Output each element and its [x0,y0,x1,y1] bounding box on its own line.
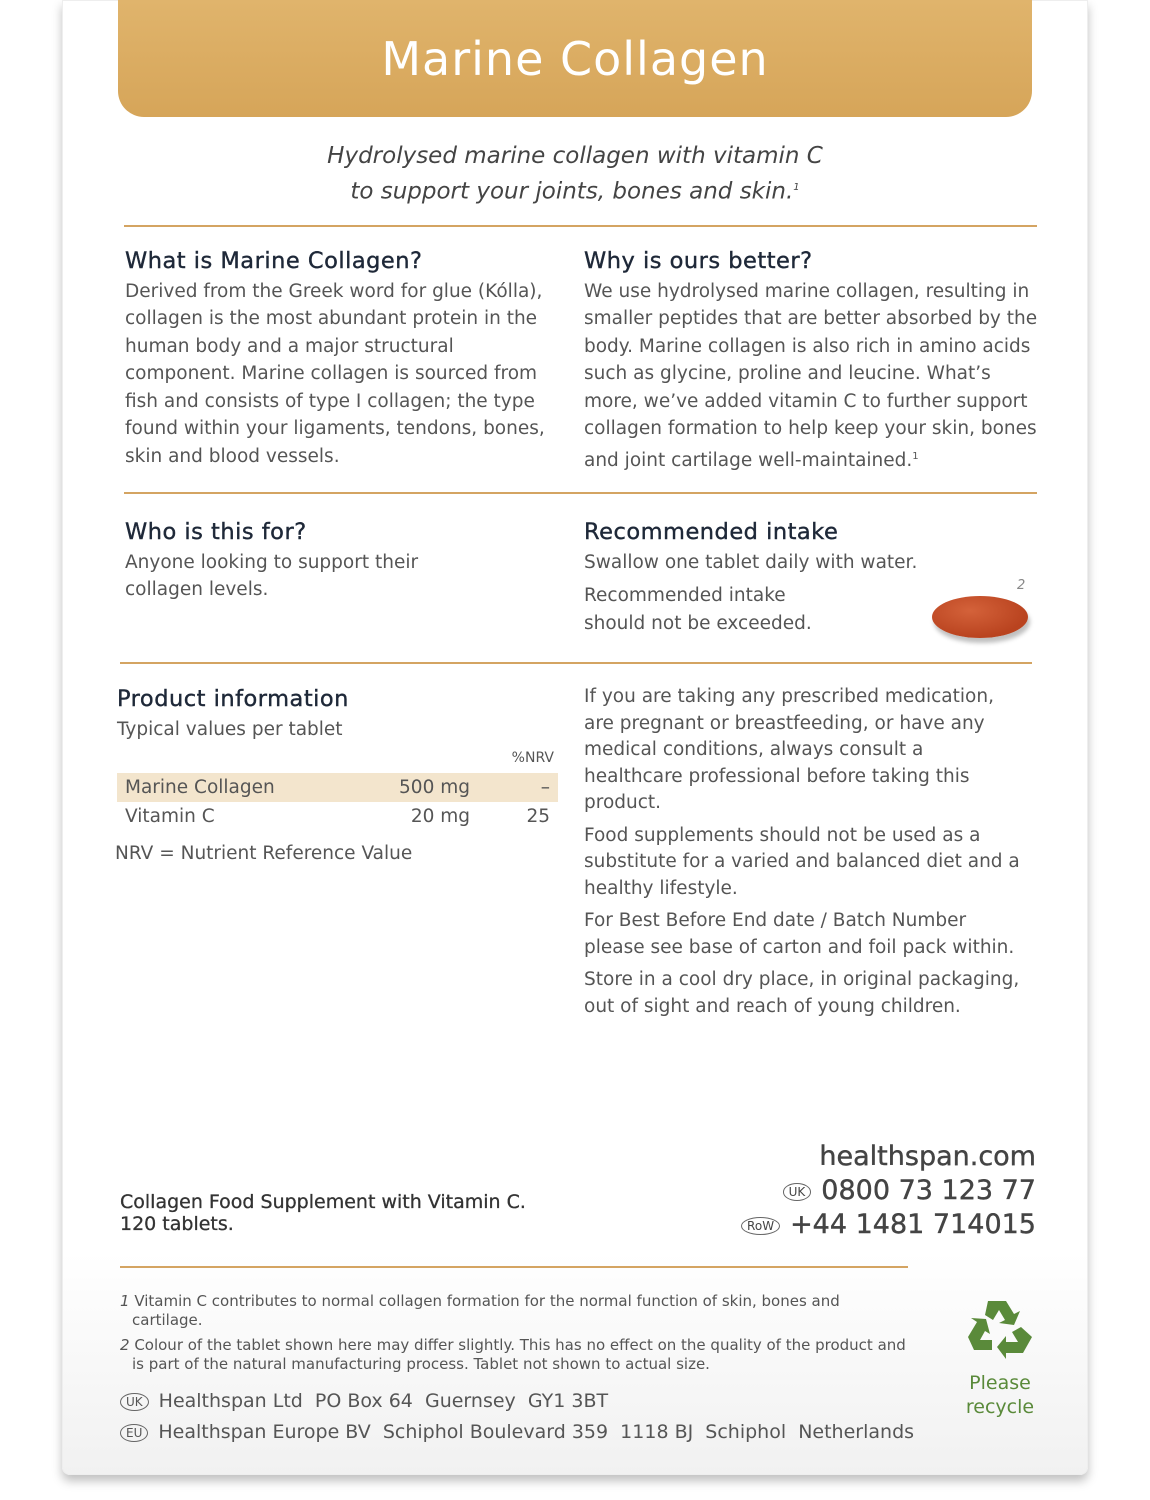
divider [120,1266,908,1268]
nutrition-table [117,773,558,832]
divider [120,662,1032,664]
uk-phone: 0800 73 123 77 [821,1175,1036,1206]
subtitle: Hydrolysed marine collagen with vitamin C to support your joints, bones and skin.$^1$ [327,143,823,205]
product-title: Marine Collagen [381,31,769,86]
what-section: What is Marine Collagen? Derived from the Greek word for glue (Kólla), collagen is the most abundant protein in the human body and a major structural component. Marine collagen is sourced from fish and consists of type I collagen; the type found within your ligaments, tendons, bones, skin and blood vessels. [125,248,545,467]
row-phone: +44 1481 714015 [790,1209,1036,1240]
who-section: Who is this for? Anyone looking to support their collagen levels. [125,519,419,600]
recycle-icon [964,1295,1036,1365]
recycle-badge: Please recycle [955,1295,1045,1419]
address-uk: UK Healthspan Ltd PO Box 64 Guernsey GY1 3BT [120,1390,608,1412]
title-banner [118,0,1032,117]
product-info: Product information Typical values per tablet %NRV Marine Collagen 500 mg – Vitamin C 20 mg 25 NRV = Nutrient Reference Value [117,686,562,867]
address-eu: EU Healthspan Europe BV Schiphol Boulevard 359 1118 BJ Schiphol Netherlands [120,1421,914,1443]
divider [124,225,1037,227]
footnotes: 1 Vitamin C contributes to normal collagen formation for the normal function of skin, bones and cartilage. 2 Colour of the tablet shown here may differ slightly. This has no effect on the quality of the product and is part of the natural manufacturing process. Tablet not shown to actual size. [120,1292,906,1373]
product-description: Collagen Food Supplement with Vitamin C. 120 tablets. [120,1191,526,1235]
why-section: Why is ours better? We use hydrolysed marine collagen, resulting in smaller peptides that are better absorbed by the body. Marine collagen is also rich in amino acids such as glycine, proline and leucine. What’s more, we’ve added vitamin C to further support collagen formation to help keep your skin, bones and joint cartilage well-maintained.$^1$ [584,248,1038,471]
intake-section: Recommended intake Swallow one tablet daily with water. Recommended intake should not be exceeded. [584,519,918,634]
warnings: If you are taking any prescribed medication, are pregnant or breastfeeding, or have any medical conditions, always consult a healthcare professional before taking this product. Food supplements should not be used as a substitute for a varied and balanced diet and a healthy lifestyle. For Best Before End date / Batch Number please see base of carton and foil pack within. Store in a cool dry place, in original packaging, out of sight and reach of young children. [584,686,1020,1017]
table-row: Vitamin C 20 mg 25 [125,806,550,827]
tablet-image [932,596,1028,638]
footnote-marker: 2 [1017,578,1026,593]
contact-info: healthspan.com UK 0800 73 123 77 RoW +44 1481 714015 [741,1140,1036,1242]
divider [124,492,1037,494]
table-row: Marine Collagen 500 mg – [117,773,558,803]
website-link[interactable]: healthspan.com [819,1141,1036,1172]
